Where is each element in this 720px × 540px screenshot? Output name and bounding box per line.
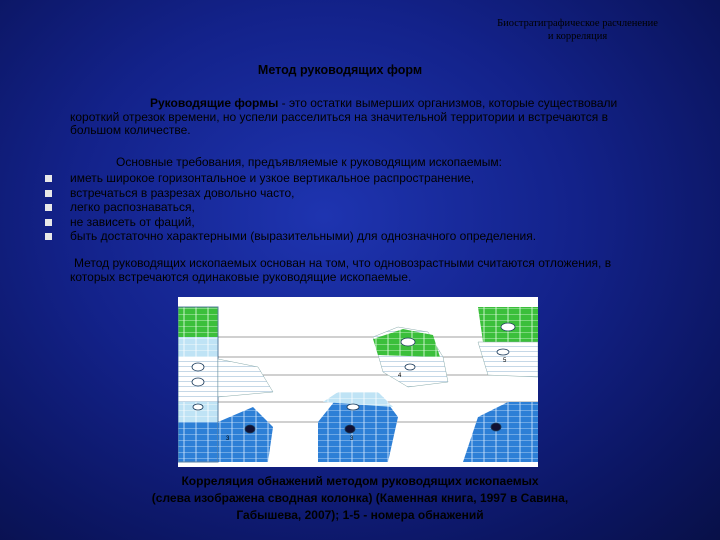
requirements-list [70, 171, 630, 244]
bullet-icon [45, 175, 52, 182]
bullet-icon [45, 190, 52, 197]
list-item [70, 186, 630, 201]
definition-paragraph [70, 97, 625, 138]
bullet-icon [45, 233, 52, 240]
requirements-intro [70, 156, 625, 170]
list-item-text: легко распознаваться, [70, 200, 195, 214]
header-line-2: и корреляция [547, 31, 608, 42]
caption-line-2: (слева изображена сводная колонка) (Каменная книга, 1997 в Савина, [151, 491, 569, 505]
list-item-text: не зависеть от фаций, [70, 214, 195, 229]
slide-header [470, 17, 685, 43]
label-outcrop-3: 3 [350, 436, 354, 442]
correlation-figure [178, 297, 538, 467]
list-item [70, 215, 630, 230]
requirements-intro-text: Основные требования, предъявляемые к руководящим ископаемым: [116, 155, 502, 169]
header-line-1: Биостратиграфическое расчленение [497, 18, 658, 29]
list-item-text: иметь широкое горизонтальное и узкое вертикальное распространение, [70, 171, 475, 185]
bullet-icon [45, 219, 52, 226]
method-paragraph [70, 257, 630, 284]
label-outcrop-4: 4 [398, 373, 402, 379]
definition-term: Руководящие формы [150, 96, 279, 110]
list-item [70, 200, 630, 215]
label-outcrop-1: 3 [226, 436, 230, 442]
caption-line-3: Габышева, 2007); 1-5 - номера обнажений [236, 508, 484, 522]
definition-text: - это остатки вымерших организмов, которые существовали короткий отрезок времени, но успели расселиться на значительной территории и встречаются в большом количестве. [70, 96, 618, 137]
list-item [70, 229, 630, 244]
method-text: Метод руководящих ископаемых основан на том, что одновозрастными считаются отложения, в которых встречаются одинаковые руководящие ископаемые. [70, 256, 612, 284]
bullet-icon [45, 204, 52, 211]
caption-line-1: Корреляция обнажений методом руководящих ископаемых [181, 474, 539, 488]
list-item-text: быть достаточно характерными (выразительными) для однозначного определения. [70, 229, 537, 243]
slide-title: Метод руководящих форм [257, 63, 423, 77]
figure-caption [105, 473, 615, 524]
list-item [70, 171, 630, 186]
outcrop-5-lower [478, 342, 538, 377]
label-outcrop-5: 5 [503, 358, 507, 364]
list-item-text: встречаться в разрезах довольно часто, [70, 185, 295, 200]
